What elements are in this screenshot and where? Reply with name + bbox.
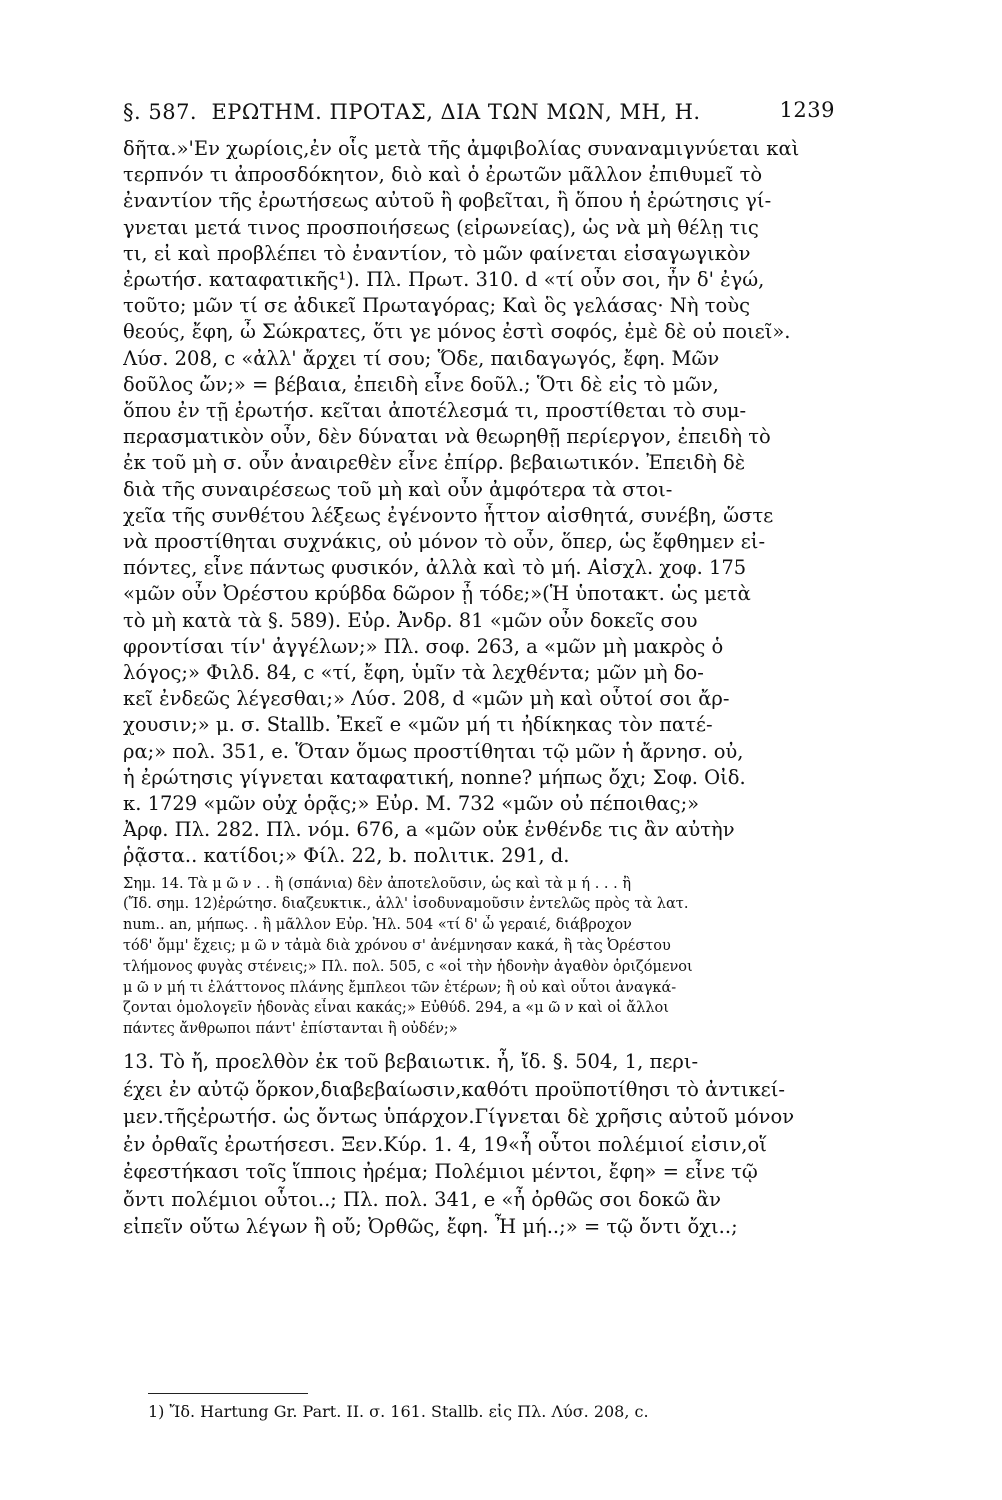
note-line: Σημ. 14. Τὰ μ ῶ ν . . ἢ (σπάνια) δὲν ἀποτελοῦσιν, ὡς καὶ τὰ μ ή . . . ἢ xyxy=(123,875,632,892)
note-line: ζονται ὁμολογεῖν ἡδονὰς εἶναι κακάς;» Εὐθύδ. 294, a «μ ῶ ν καὶ οἱ ἄλλοι xyxy=(123,1000,669,1017)
text-line: δοῦλος ὤν;» = βέβαια, ἐπειδὴ εἶνε δοῦλ.; Ὅτι δὲ εἰς τὸ μῶν, xyxy=(123,372,719,396)
second-paragraph xyxy=(123,1048,823,1241)
text-line: τὸ μὴ κατὰ τὰ §. 589). Εὐρ. Ἀνδρ. 81 «μῶν οὖν δοκεῖς σου xyxy=(123,608,698,632)
text-line: περασματικὸν οὖν, δὲν δύναται νὰ θεωρηθῇ περίεργον, ἐπειδὴ τὸ xyxy=(123,425,771,449)
text-line: διὰ τῆς συναιρέσεως τοῦ μὴ καὶ οὖν ἀμφότερα τὰ στοι- xyxy=(123,477,673,501)
text-line: 13. Τὸ ἤ, προελθὸν ἐκ τοῦ βεβαιωτικ. ἦ, ἴδ. §. 504, 1, περι- xyxy=(123,1050,699,1074)
text-line: χεῖα τῆς συνθέτου λέξεως ἐγένοντο ἧττον αἰσθητά, συνέβη, ὥστε xyxy=(123,503,774,527)
section-number: §. 587. xyxy=(123,100,198,124)
note-line: (Ἴδ. σημ. 12)ἐρώτησ. διαζευκτικ., ἀλλ' ἰσοδυναμοῦσιν ἐντελῶς πρὸς τὰ λατ. xyxy=(123,896,689,913)
note-block xyxy=(123,874,823,1040)
text-line: χουσιν;» μ. σ. Stallb. Ἐκεῖ e «μῶν μή τι ἠδίκηκας τὸν πατέ- xyxy=(123,713,713,737)
text-line: κ. 1729 «μῶν οὐχ ὁρᾷς;» Εὐρ. Μ. 732 «μῶν οὐ πέποιθας;» xyxy=(123,792,700,816)
main-paragraph xyxy=(123,136,823,870)
text-line: νὰ προστίθηται συχνάκις, οὐ μόνον τὸ οὖν, ὅπερ, ὡς ἔφθημεν εἰ- xyxy=(123,530,766,554)
text-line: έχει ἐν αὐτῷ ὅρκον,διαβεβαίωσιν,καθότι προϋποτίθησι τὸ ἀντικεί- xyxy=(123,1077,786,1101)
text-line: Λύσ. 208, c «ἀλλ' ἄρχει τί σου; Ὅδε, παιδαγωγός, ἔφη. Μῶν xyxy=(123,346,720,370)
text-line: φροντίσαι τίν' ἀγγέλων;» Πλ. σοφ. 263, a «μῶν μὴ μακρὸς ὁ xyxy=(123,634,724,658)
text-line: ἐφεστήκασι τοῖς ἵπποις ἠρέμα; Πολέμιοι μέντοι, ἔφη» = εἶνε τῷ xyxy=(123,1160,758,1184)
text-line: πόντες, εἶνε πάντως φυσικόν, ἀλλὰ καὶ τὸ μή. Αἰσχλ. χοφ. 175 xyxy=(123,556,747,580)
text-line: ὄντι πολέμιοι οὗτοι..; Πλ. πολ. 341, e «ἦ ὀρθῶς σοι δοκῶ ἂν xyxy=(123,1187,721,1211)
note-line: μ ῶ ν μή τι ἐλάττονος πλάνης ἔμπλεοι τῶν ἑτέρων; ἢ οὐ καὶ οὗτοι ἀναγκά- xyxy=(123,979,677,996)
text-line: ρα;» πολ. 351, e. Ὅταν ὅμως προστίθηται τῷ μῶν ἡ ἄρνησ. οὐ, xyxy=(123,739,744,763)
header-title: ΕΡΩΤΗΜ. ΠΡΟΤΑΣ, ΔΙΑ ΤΩΝ ΜΩΝ, ΜΗ, Η. xyxy=(211,100,701,124)
text-line: λόγος;» Φιλδ. 84, c «τί, ἔφη, ὑμῖν τὰ λεχθέντα; μῶν μὴ δο- xyxy=(123,661,704,685)
text-line: ἐν ὀρθαῖς ἐρωτήσεσι. Ξεν.Κύρ. 1. 4, 19«ἦ οὗτοι πολέμιοί εἰσιν,οἵ xyxy=(123,1132,767,1156)
running-title xyxy=(123,100,823,124)
note-line: πάντες ἄνθρωποι πάντ' ἐπίστανται ἢ οὐδέν;» xyxy=(123,1021,458,1038)
text-line: τι, εἰ καὶ προβλέπει τὸ ἐναντίον, τὸ μῶν φαίνεται εἰσαγωγικὸν xyxy=(123,241,751,265)
text-line: γνεται μετά τινος προσποιήσεως (εἰρωνείας), ὡς νὰ μὴ θέλῃ τις xyxy=(123,215,759,239)
text-line: θεούς, ἔφη, ὦ Σώκρατες, ὅτι γε μόνος ἐστὶ σοφός, ἐμὲ δὲ οὐ ποιεῖ». xyxy=(123,320,791,344)
text-line: ἡ ἐρώτησις γίγνεται καταφατική, nonne? μήπως ὄχι; Σοφ. Οἰδ. xyxy=(123,765,746,789)
note-line: τόδ' ὄμμ' ἔχεις; μ ῶ ν τἀμὰ διὰ χρόνου σ' ἀνέμνησαν κακά, ἢ τὰς Ὀρέστου xyxy=(123,938,671,955)
footnote-rule xyxy=(148,1393,308,1394)
text-line: τοῦτο; μῶν τί σε ἀδικεῖ Πρωταγόρας; Καὶ ὃς γελάσας· Νὴ τοὺς xyxy=(123,294,751,318)
text-line: τερπνόν τι ἀπροσδόκητον, διὸ καὶ ὁ ἐρωτῶν μᾶλλον ἐπιθυμεῖ τὸ xyxy=(123,163,763,187)
footnote: 1) Ἴδ. Hartung Gr. Part. II. σ. 161. Stallb. εἰς Πλ. Λύσ. 208, c. xyxy=(148,1402,649,1421)
text-line: ἐναντίον τῆς ἐρωτήσεως αὐτοῦ ἢ φοβεῖται, ἢ ὅπου ἡ ἐρώτησις γί- xyxy=(123,189,772,213)
text-line: εἰπεῖν οὕτω λέγων ἢ οὔ; Ὀρθῶς, ἔφη. Ἦ μή..;» = τῷ ὄντι ὄχι..; xyxy=(123,1215,738,1239)
text-line: ἐρωτήσ. καταφατικῆς¹). Πλ. Πρωτ. 310. d «τί οὖν σοι, ἦν δ' ἐγώ, xyxy=(123,268,765,292)
text-line: Ἀρφ. Πλ. 282. Πλ. νόμ. 676, a «μῶν οὐκ ἐνθένδε τις ἂν αὐτὴν xyxy=(123,818,735,842)
text-line: μεν.τῆςἐρωτήσ. ὡς ὄντως ὑπάρχον.Γίγνεται δὲ χρῆσις αὐτοῦ μόνον xyxy=(123,1105,795,1129)
text-line: ὅπου ἐν τῇ ἐρωτήσ. κεῖται ἀποτέλεσμά τι, προστίθεται τὸ συμ- xyxy=(123,399,747,423)
running-header xyxy=(123,96,835,136)
text-line: ἐκ τοῦ μὴ σ. οὖν ἀναιρεθὲν εἶνε ἐπίρρ. βεβαιωτικόν. Ἐπειδὴ δὲ xyxy=(123,451,746,475)
note-line: num.. an, μήπως. . ἢ μᾶλλον Εὐρ. Ἠλ. 504 «τί δ' ὦ γεραιέ, διάβροχον xyxy=(123,917,632,934)
text-line: κεῖ ἐνδεῶς λέγεσθαι;» Λύσ. 208, d «μῶν μὴ καὶ οὗτοί σοι ἄρ- xyxy=(123,687,730,711)
page-number: 1239 xyxy=(779,98,835,122)
text-line: δῆτα.»'Εν χωρίοις,ἐν οἷς μετὰ τῆς ἀμφιβολίας συναναμιγνύεται καὶ xyxy=(123,137,800,160)
text-line: «μῶν οὖν Ὀρέστου κρύβδα δῶρον ᾖ τόδε;»(Ἡ ὑποτακτ. ὡς μετὰ xyxy=(123,582,751,606)
page xyxy=(123,96,835,1241)
text-line: ῥᾷστα.. κατίδοι;» Φίλ. 22, b. πολιτικ. 291, d. xyxy=(123,844,570,868)
note-line: τλήμονος φυγὰς στένεις;» Πλ. πολ. 505, c «οἱ τὴν ἡδονὴν ἀγαθὸν ὁριζόμενοι xyxy=(123,958,693,975)
